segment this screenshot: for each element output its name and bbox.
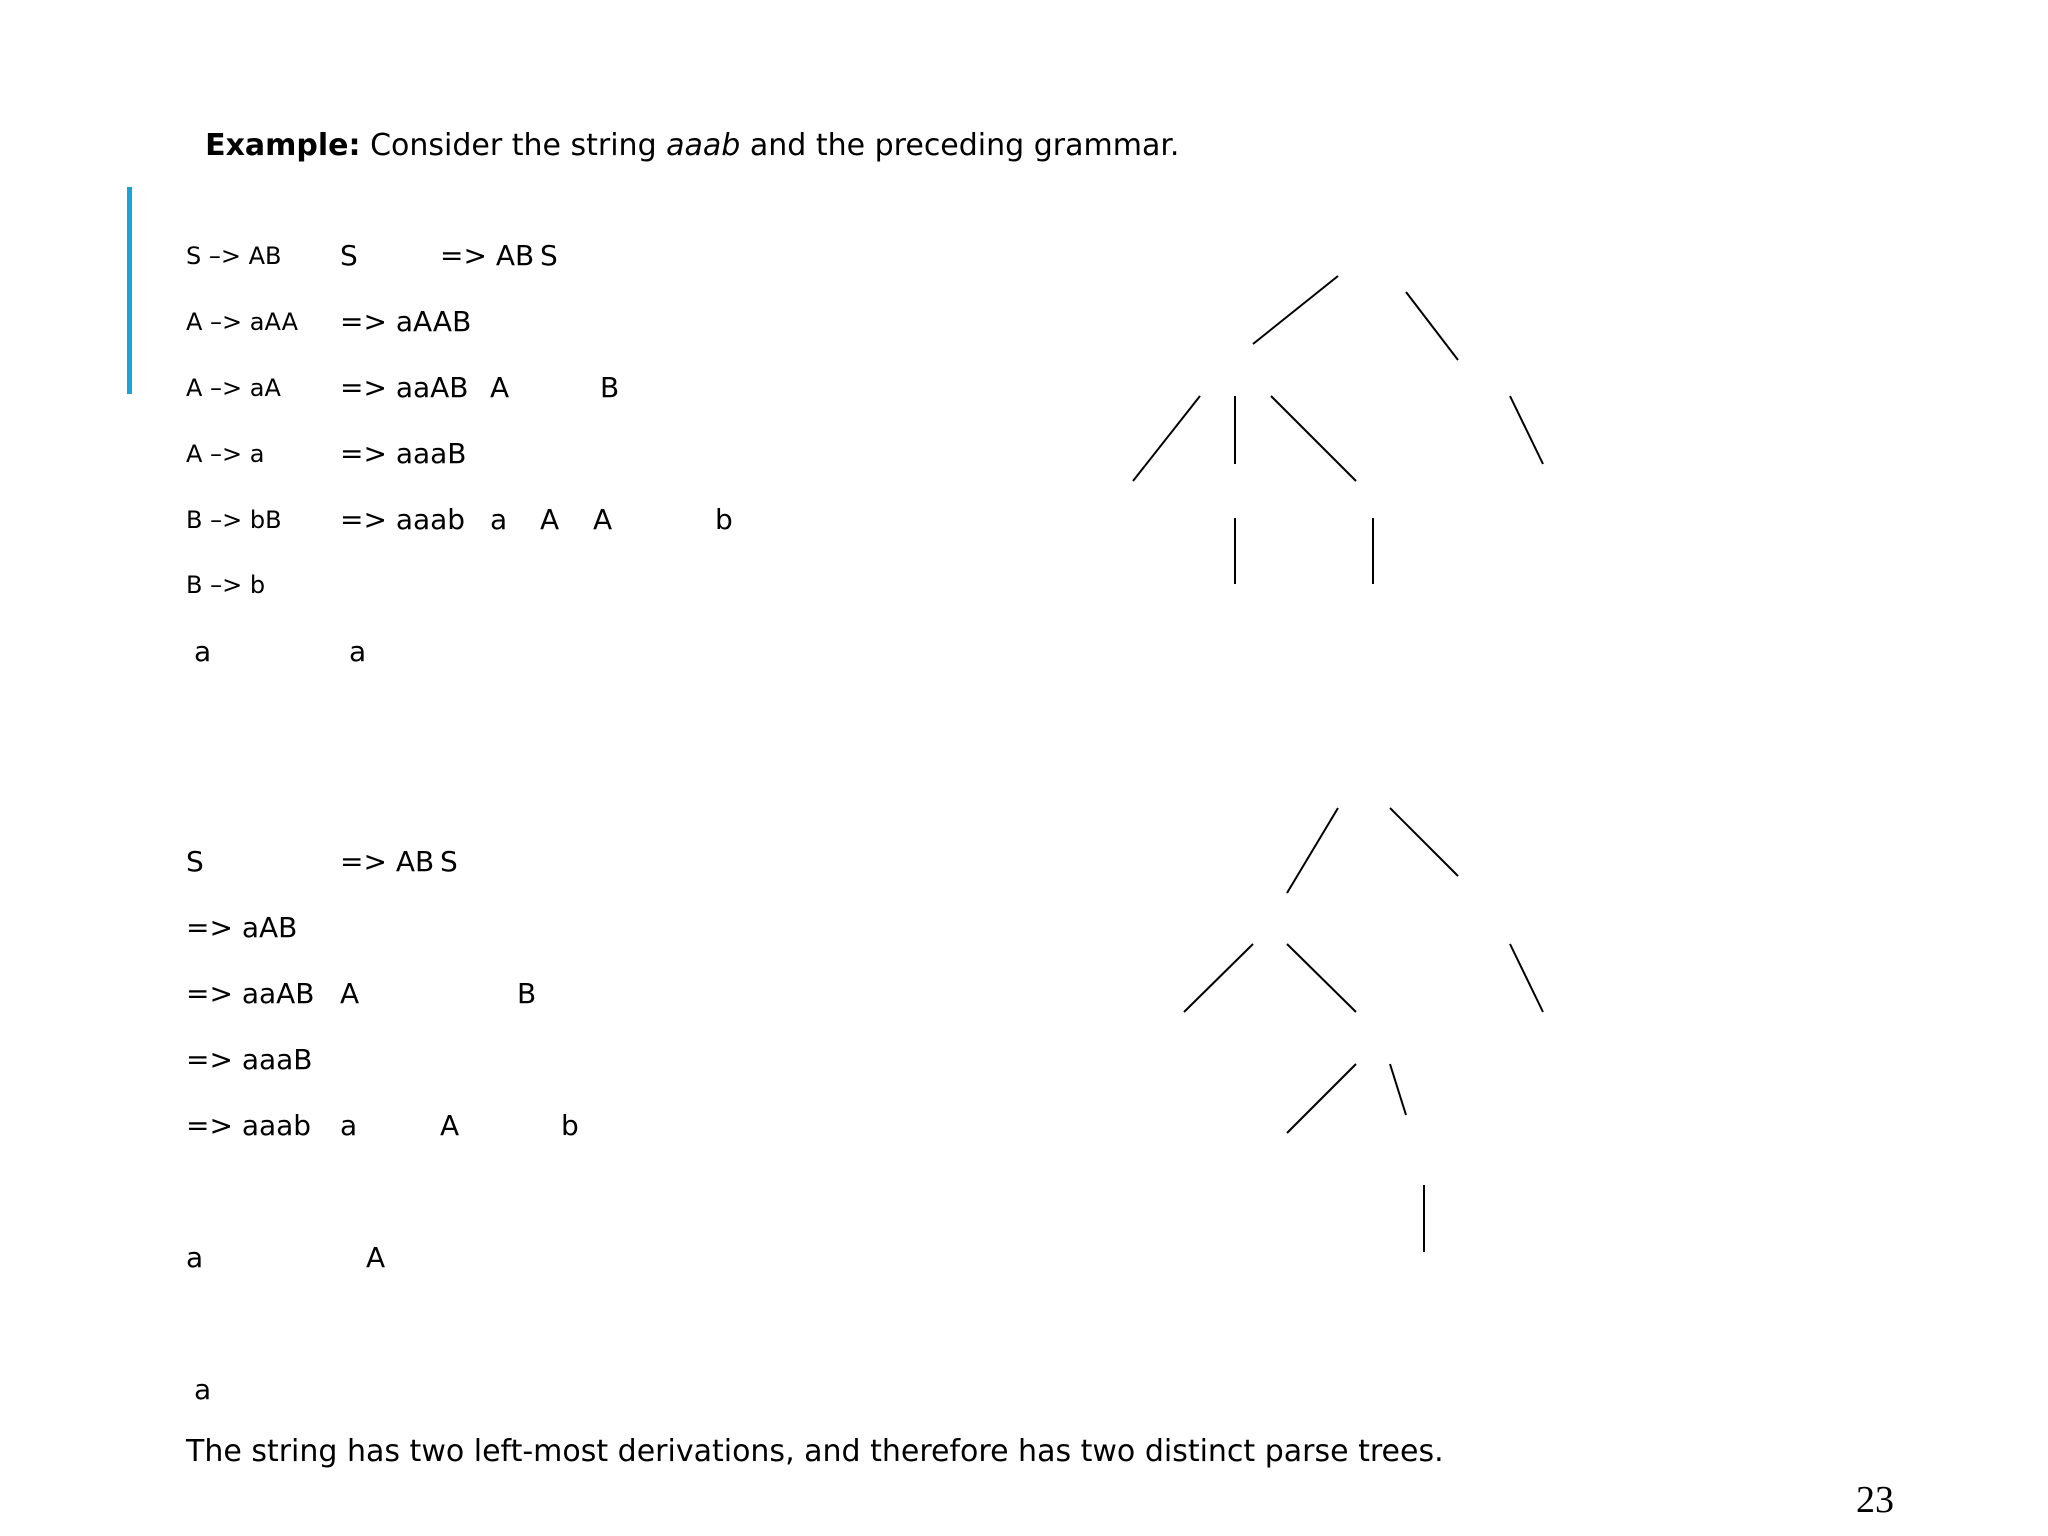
tree-1-node: A [540, 503, 560, 536]
tree-2-edge [1287, 944, 1356, 1012]
tree-2-edge [1287, 1064, 1356, 1133]
derivation-1-step: => aaAB [340, 371, 469, 404]
example-text-1: Consider the string [360, 128, 667, 163]
derivation-2-step: => aAB [186, 911, 298, 944]
grammar-rule: A –> aA [186, 374, 281, 402]
derivation-2-step: => aaaB [186, 1043, 313, 1076]
tree-2-edges [1184, 808, 1543, 1252]
derivation-1-step: => aaaB [340, 437, 467, 470]
page-number: 23 [1856, 1479, 1894, 1521]
example-string: aaab [666, 128, 741, 163]
tree-2-node: A [366, 1241, 386, 1274]
grammar-rule: B –> bB [186, 506, 282, 534]
tree-1-node: b [715, 503, 733, 536]
tree-1-edge [1510, 396, 1543, 464]
derivation-1-start: S [340, 239, 358, 272]
tree-2-edge [1184, 944, 1253, 1012]
derivation-2-step: => aaAB [186, 977, 315, 1010]
tree-2-edge [1390, 1064, 1406, 1115]
tree-2-node: a [186, 1241, 204, 1274]
tree-2-edge [1510, 944, 1543, 1012]
tree-2-edge [1390, 808, 1458, 876]
tree-1-root: S [540, 239, 558, 272]
conclusion-text: The string has two left-most derivations, and therefore has two distinct parse trees. [186, 1434, 1444, 1469]
tree-1-edges [1133, 276, 1543, 584]
tree-1-node: B [600, 371, 620, 404]
tree-2-node: A [440, 1109, 460, 1142]
tree-2-node: A [340, 977, 360, 1010]
tree-2-root: S [440, 845, 458, 878]
derivation-2-start: S [186, 845, 204, 878]
tree-1-edge [1133, 396, 1200, 481]
tree-2-node: B [517, 977, 537, 1010]
grammar-rule: S –> AB [186, 242, 282, 270]
tree-2-edge [1287, 808, 1338, 893]
grammar-rule: A –> aAA [186, 308, 298, 336]
derivation-2-step: => AB [340, 845, 435, 878]
tree-1-node: a [349, 635, 367, 668]
tree-1-edge [1253, 276, 1338, 344]
grammar-rule: A –> a [186, 440, 265, 468]
derivation-1-step: => aaab [340, 503, 466, 536]
example-label: Example: [205, 128, 361, 163]
grammar-rule: B –> b [186, 571, 266, 599]
tree-1-node: a [194, 635, 212, 668]
derivation-2-step: => aaab [186, 1109, 312, 1142]
tree-2-node: a [340, 1109, 358, 1142]
tree-1-node: A [490, 371, 510, 404]
derivation-1-step: => AB [440, 239, 535, 272]
tree-1-node: a [490, 503, 508, 536]
tree-1-edge [1406, 292, 1458, 360]
derivation-1-step: => aAAB [340, 305, 472, 338]
tree-2-node: b [561, 1109, 579, 1142]
tree-2-node: a [194, 1373, 212, 1406]
example-text-2: and the preceding grammar. [740, 128, 1180, 163]
tree-1-edge [1271, 396, 1356, 481]
tree-1-node: A [593, 503, 613, 536]
